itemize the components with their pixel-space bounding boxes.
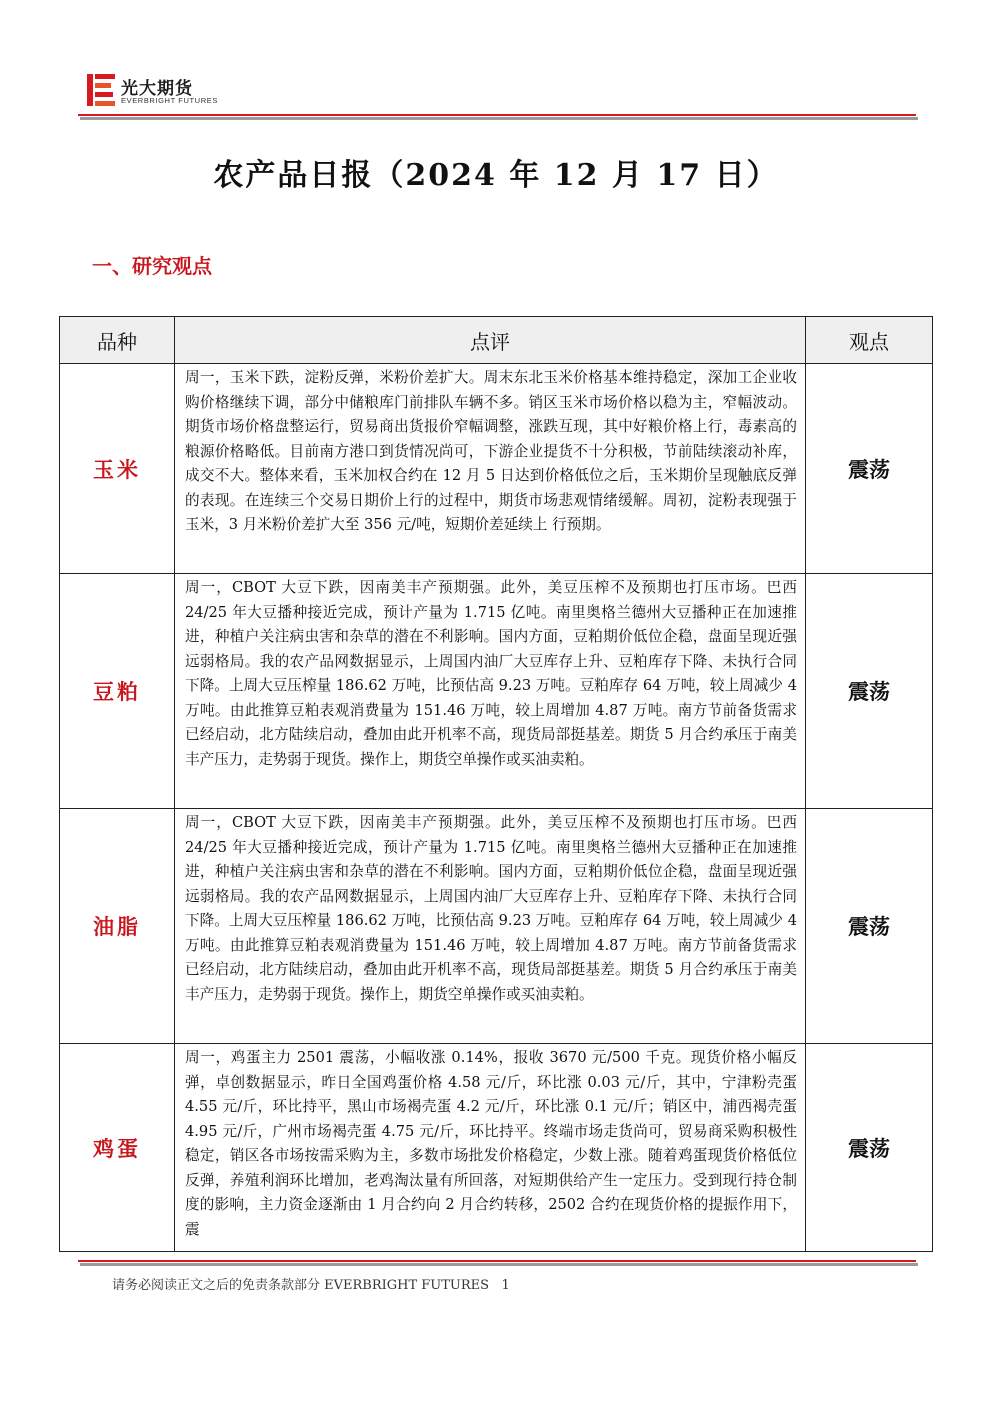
product-view: 震荡 <box>806 364 933 574</box>
header-product: 品种 <box>60 317 175 364</box>
table-row <box>60 1044 933 1252</box>
header-rule-shadow <box>80 117 918 120</box>
research-table <box>59 316 933 1252</box>
company-name: 光大期货 <box>121 79 193 99</box>
header-view: 观点 <box>806 317 933 364</box>
product-name: 豆粕 <box>60 574 175 809</box>
footer-rule-shadow <box>80 1263 918 1266</box>
header-rule <box>78 114 916 116</box>
footer-rule <box>78 1260 916 1262</box>
product-view: 震荡 <box>806 809 933 1044</box>
footer-disclaimer: 请务必阅读正文之后的免责条款部分 EVERBRIGHT FUTURES <box>112 1278 490 1293</box>
product-comment: 周一，鸡蛋主力 2501 震荡，小幅收涨 0.14%，报收 3670 元/500 千克。现货价格小幅反弹，卓创数据显示，昨日全国鸡蛋价格 4.58 元/斤，环比涨 0.03 元/斤，其中，宁津粉壳蛋 4.55 元/斤，环比持平，黑山市场褐壳蛋 4.2 元/斤，环比涨 0.1 元/斤；销区中，浦西褐壳蛋 4.95 元/斤，广州市场褐壳蛋 4.75 元/斤，环比持平。终端市场走货尚可，贸易商采购积极性稳定，销区各市场按需采购为主，多数市场批发价格稳定，少数上涨。随着鸡蛋现货价格低位反弹，养殖利润环比增加，老鸡淘汰量有所回落，对短期供给产生一定压力。受到现行持仓制度的影响，主力资金逐渐由 1 月合约向 2 月合约转移，2502 合约在现货价格的提振作用下，震 <box>185 1049 797 1238</box>
product-view: 震荡 <box>806 574 933 809</box>
table-row <box>60 364 933 574</box>
product-comment: 周一，CBOT 大豆下跌，因南美丰产预期强。此外，美豆压榨不及预期也打压市场。巴西 24/25 年大豆播种接近完成，预计产量为 1.715 亿吨。南里奥格兰德州大豆播种正在加速推进，种植户关注病虫害和杂草的潜在不利影响。国内方面，豆粕期价低位企稳，盘面呈现近强远弱格局。我的农产品网数据显示，上周国内油厂大豆库存上升、豆粕库存下降、未执行合同下降。上周大豆压榨量 186.62 万吨，比预估高 9.23 万吨。豆粕库存 64 万吨，较上周减少 4 万吨。由此推算豆粕表观消费量为 151.46 万吨，较上周增加 4.87 万吨。南方节前备货需求已经启动，北方陆续启动，叠加由此开机率不高，现货局部挺基差。期货 5 月合约承压于南美丰产压力，走势弱于现货。操作上，期货空单操作或买油卖粕。 <box>175 809 806 1044</box>
product-name: 油脂 <box>60 809 175 1044</box>
page-number: 1 <box>501 1278 510 1293</box>
section-heading: 一、研究观点 <box>92 254 212 278</box>
product-name: 玉米 <box>60 364 175 574</box>
everbright-logo-icon <box>87 74 115 106</box>
header-comment: 点评 <box>175 317 806 364</box>
footer <box>112 1274 510 1293</box>
table-row <box>60 574 933 809</box>
table-header-row <box>60 317 933 364</box>
product-name: 鸡蛋 <box>60 1044 175 1252</box>
product-comment-cell <box>175 1044 806 1252</box>
company-name-en: EVERBRIGHT FUTURES <box>121 96 218 105</box>
product-view: 震荡 <box>806 1044 933 1252</box>
product-comment: 周一，CBOT 大豆下跌，因南美丰产预期强。此外，美豆压榨不及预期也打压市场。巴西 24/25 年大豆播种接近完成，预计产量为 1.715 亿吨。南里奥格兰德州大豆播种正在加速推进，种植户关注病虫害和杂草的潜在不利影响。国内方面，豆粕期价低位企稳，盘面呈现近强远弱格局。我的农产品网数据显示，上周国内油厂大豆库存上升、豆粕库存下降、未执行合同下降。上周大豆压榨量 186.62 万吨，比预估高 9.23 万吨。豆粕库存 64 万吨，较上周减少 4 万吨。由此推算豆粕表观消费量为 151.46 万吨，较上周增加 4.87 万吨。南方节前备货需求已经启动，北方陆续启动，叠加由此开机率不高，现货局部挺基差。期货 5 月合约承压于南美丰产压力，走势弱于现货。操作上，期货空单操作或买油卖粕。 <box>175 574 806 809</box>
report-title: 农产品日报（2024 年 12 月 17 日） <box>213 158 779 193</box>
table-row <box>60 809 933 1044</box>
company-logo <box>87 72 237 110</box>
product-comment: 周一，玉米下跌，淀粉反弹，米粉价差扩大。周末东北玉米价格基本维持稳定，深加工企业收购价格继续下调，部分中储粮库门前排队车辆不多。销区玉米市场价格以稳为主，窄幅波动。期货市场价格盘整运行，贸易商出货报价窄幅调整，涨跌互现，其中好粮价格上行，毒素高的粮源价格略低。目前南方港口到货情况尚可，下游企业提货不十分积极，节前陆续滚动补库，成交不大。整体来看，玉米加权合约在 12 月 5 日达到价格低位之后，玉米期价呈现触底反弹的表现。在连续三个交易日期价上行的过程中，期货市场悲观情绪缓解。周初，淀粉表现强于玉米，3 月米粉价差扩大至 356 元/吨，短期价差延续上 行预期。 <box>175 364 806 574</box>
